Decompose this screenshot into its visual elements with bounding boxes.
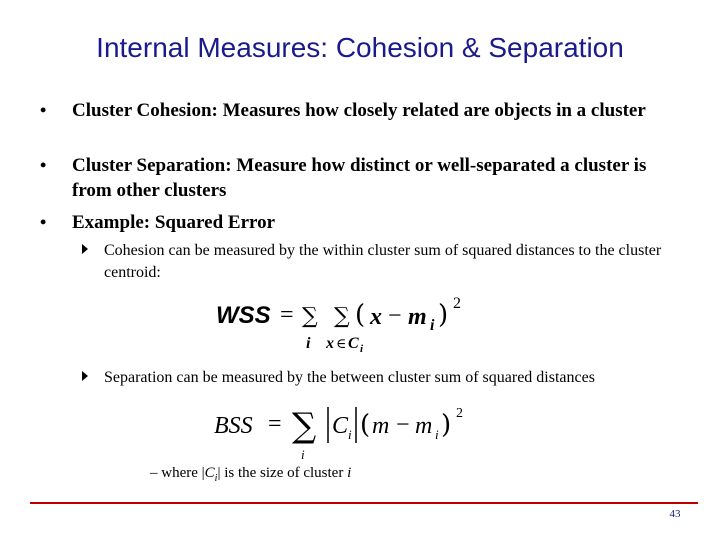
- where-ci-sub: i: [214, 473, 218, 484]
- svg-text:∈: ∈: [336, 336, 347, 352]
- bullet-text: Cluster Cohesion: Measures how closely related are objects in a cluster: [72, 100, 646, 121]
- svg-text:∑: ∑: [302, 304, 318, 329]
- sub-sub-bullet-where: [150, 465, 351, 484]
- svg-text:): ): [438, 300, 449, 330]
- svg-text:2: 2: [453, 295, 461, 312]
- svg-text:m: m: [408, 304, 427, 330]
- bullet-dot-icon: •: [40, 212, 47, 232]
- svg-text:m: m: [415, 413, 433, 439]
- svg-text:i: i: [435, 427, 439, 442]
- svg-text:C: C: [332, 413, 349, 439]
- svg-text:∑: ∑: [292, 406, 317, 446]
- sub-bullet-text: Separation can be measured by the between cluster sum of squared distances: [104, 369, 595, 386]
- svg-text:): ): [441, 410, 452, 440]
- where-suffix: | is the size of cluster: [217, 465, 348, 481]
- page-number: 43: [669, 508, 681, 520]
- arrow-bullet-icon: [82, 244, 88, 254]
- svg-text:x: x: [370, 304, 382, 330]
- svg-text:i: i: [301, 447, 305, 462]
- footer-rule: [30, 502, 698, 504]
- wss-formula: [210, 290, 480, 358]
- svg-text:i: i: [360, 343, 364, 355]
- svg-text:x: x: [326, 335, 334, 352]
- bullet-dot-icon: •: [40, 155, 47, 175]
- svg-text:C: C: [348, 335, 359, 352]
- bullet-text: Example: Squared Error: [72, 212, 276, 233]
- svg-text:=: =: [268, 411, 282, 437]
- where-prefix: – where |: [150, 465, 205, 481]
- where-ci: C: [204, 465, 215, 481]
- bullet-text: Cluster Separation: Measure how distinct or well-separated a cluster is from other clusters: [72, 155, 647, 201]
- svg-text:2: 2: [456, 406, 463, 421]
- svg-text:i: i: [306, 335, 311, 352]
- wss-label: WSS: [216, 302, 271, 329]
- where-i: i: [347, 465, 352, 481]
- svg-text:∑: ∑: [334, 304, 350, 329]
- svg-text:−: −: [388, 303, 402, 329]
- svg-text:(: (: [355, 300, 366, 330]
- bss-label: BSS: [214, 413, 253, 439]
- bullet-dot-icon: •: [40, 100, 47, 120]
- svg-text:i: i: [430, 317, 435, 334]
- slide-title: Internal Measures: Cohesion & Separation: [96, 32, 624, 63]
- arrow-bullet-icon: [82, 371, 88, 381]
- svg-text:(: (: [360, 410, 371, 440]
- svg-text:−: −: [396, 412, 410, 438]
- bss-formula: [210, 395, 480, 465]
- svg-text:i: i: [348, 427, 352, 442]
- svg-text:=: =: [280, 302, 294, 328]
- sub-bullet-text: Cohesion can be measured by the within cluster sum of squared distances to the cluster centroid:: [104, 242, 662, 281]
- svg-text:m: m: [372, 413, 390, 439]
